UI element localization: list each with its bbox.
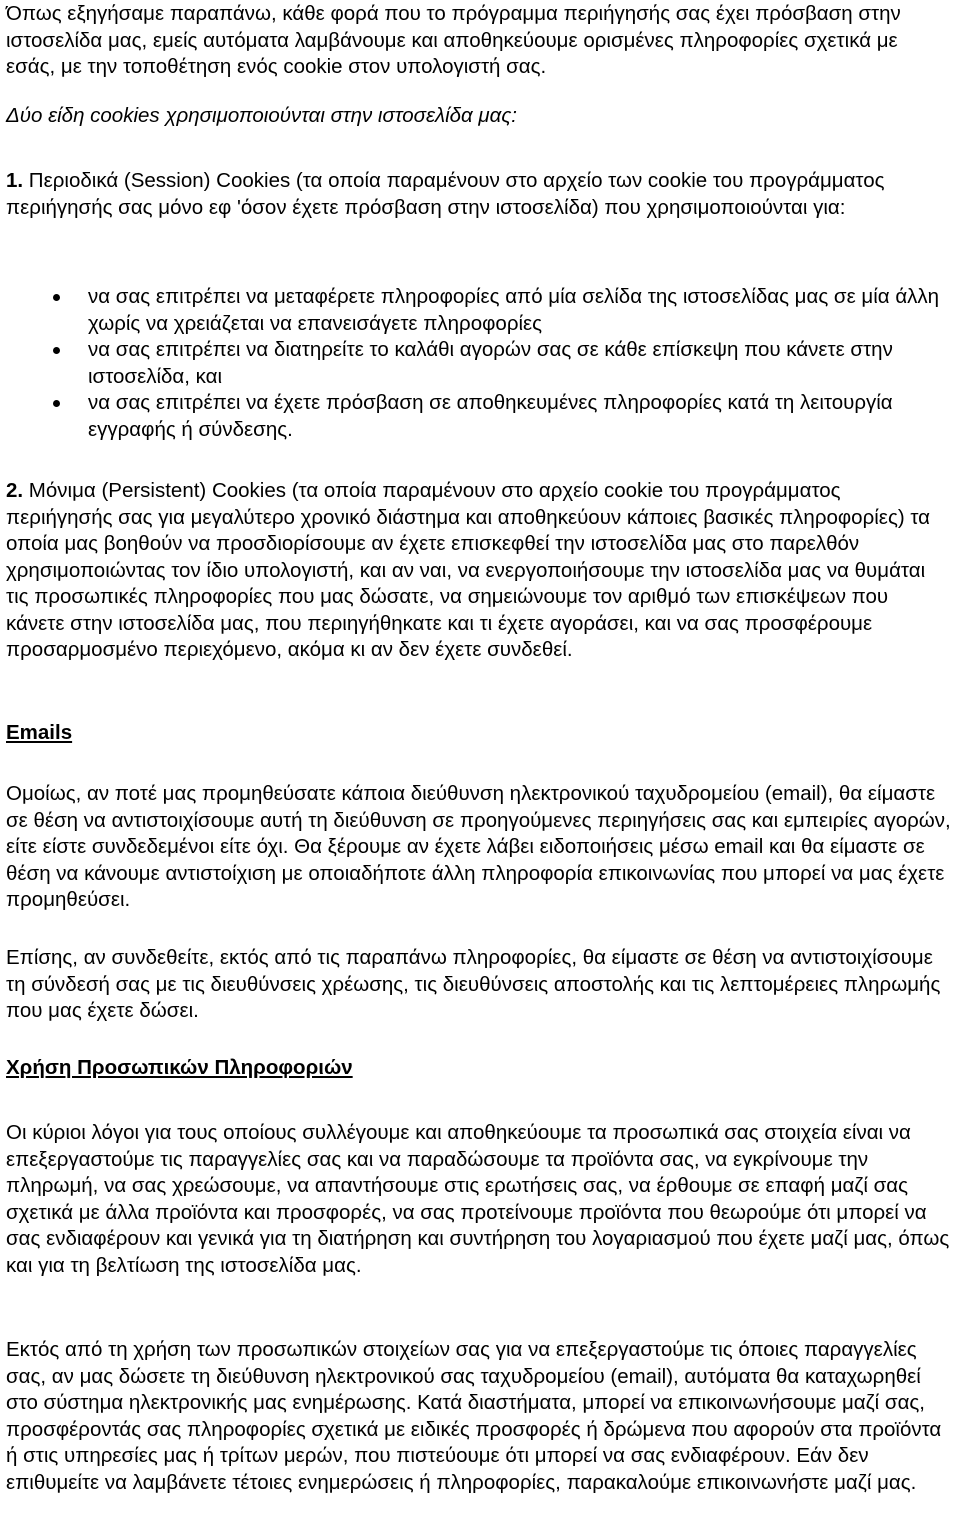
list-item bbox=[6, 390, 952, 443]
list-item-text: να σας επιτρέπει να έχετε πρόσβαση σε αποθηκευμένες πληροφορίες κατά τη λειτουργία εγγραφής ή σύνδεσης. bbox=[88, 391, 893, 441]
session-number: 1. bbox=[6, 169, 24, 192]
list-item-text: να σας επιτρέπει να διατηρείτε το καλάθι αγορών σας σε κάθε επίσκεψη που κάνετε στην ιστοσελίδα, και bbox=[88, 338, 893, 388]
list-item bbox=[6, 284, 952, 337]
cookie-types-heading: Δύο είδη cookies χρησιμοποιούνται στην ιστοσελίδα μας: bbox=[6, 104, 517, 127]
persistent-cookies-text: Μόνιμα (Persistent) Cookies (τα οποία παραμένουν στο αρχείο cookie του προγράμματος περιήγησής σας για μεγαλύτερο χρονικό διάστημα και αποθηκεύουν κάποιες βασικές πληροφορίες) τα οποία μας βοηθούν να προσδιορίσουμε αν έχετε επισκεφθεί την ιστοσελίδα μας στο παρελθόν χρησιμοποιώντας τον ίδιο υπολογιστή, και αν ναι, να ενεργοποιήσουμε την ιστοσελίδα μας να θυμάται τις προσωπικές πληροφορίες που μας δώσατε, να σημειώνουμε τον αριθμό των επισκέψεων που κάνετε στην ιστοσελίδα μας, που περιηγήθηκατε και τι έχετε αγοράσει, και να σας προσφέρουμε προσαρμοσμένο περιεχόμενο, ακόμα κι αν δεν έχετε συνδεθεί. bbox=[6, 479, 931, 661]
bullet-icon bbox=[53, 400, 60, 407]
personal-info-usage-paragraph: Οι κύριοι λόγοι για τους οποίους συλλέγουμε και αποθηκεύουμε τα προσωπικά σας στοιχεία είναι να επεξεργαστούμε τις παραγγελίες σας και να παραδώσουμε τα προϊόντα σας, να εγκρίνουμε την πληρωμή, να σας χρεώσουμε, να απαντήσουμε στις ερωτήσεις σας, να έρθουμε σε επαφή μαζί σας σχετικά με άλλα προϊόντα και προσφορές, να σας προτείνουμε προϊόντα που θεωρούμε ότι μπορεί να σας ενδιαφέρουν και γενικά για τη διατήρηση και συντήρηση του λογαριασμού που έχετε μαζί μας, όπως και για τη βελτίωση της ιστοσελίδα μας. bbox=[6, 1121, 950, 1277]
newsletter-paragraph: Εκτός από τη χρήση των προσωπικών στοιχείων σας για να επεξεργαστούμε τις όποιες παραγγελίες σας, αν μας δώσετε τη διεύθυνση ηλεκτρονικού σας ταχυδρομείου (email), αυτόματα θα καταχωρηθεί στο σύστημα ηλεκτρονικής μας ενημέρωσης. Κατά διαστήματα, μπορεί να επικοινωνήσουμε μαζί σας, προσφέροντάς σας πληροφορίες σχετικά με ειδικές προσφορές ή δρώμενα που αφορούν στα προϊόντα ή στις υπηρεσίες μας ή τρίτων μερών, που πιστεύουμε ότι μπορεί να σας ενδιαφέρουν. Εάν δεν επιθυμείτε να λαμβάνετε τέτοιες ενημερώσεις ή πληροφορίες, παρακαλούμε επικοινωνήστε μαζί μας. bbox=[6, 1338, 942, 1494]
session-cookies-paragraph bbox=[6, 168, 952, 221]
list-item-text: να σας επιτρέπει να μεταφέρετε πληροφορίες από μία σελίδα της ιστοσελίδας μας σε μία άλλη χωρίς να χρειάζεται να επανεισάγετε πληροφορίες bbox=[88, 285, 940, 335]
persistent-cookies-paragraph bbox=[6, 478, 952, 664]
emails-heading: Emails bbox=[6, 721, 73, 744]
personal-info-usage-heading: Χρήση Προσωπικών Πληροφοριών bbox=[6, 1056, 353, 1079]
session-cookies-text: Περιοδικά (Session) Cookies (τα οποία παραμένουν στο αρχείο των cookie του προγράμματος περιήγησής σας μόνο εφ 'όσον έχετε πρόσβαση στην ιστοσελίδα) που χρησιμοποιούνται για: bbox=[6, 169, 885, 219]
emails-paragraph: Ομοίως, αν ποτέ μας προμηθεύσατε κάποια διεύθυνση ηλεκτρονικού ταχυδρομείου (email), θα είμαστε σε θέση να αντιστοιχίσουμε αυτή τη διεύθυνση σε προηγούμενες περιηγήσεις σας και εμπειρίες αγορών, είτε είστε συνδεδεμένοι είτε όχι. Θα ξέρουμε αν έχετε λάβει ειδοποιήσεις μέσω email και θα είμαστε σε θέση να κάνουμε αντιστοίχιση με οποιαδήποτε άλλη πληροφορία επικοινωνίας που μπορεί να μας έχετε προμηθεύσει. bbox=[6, 782, 951, 911]
intro-paragraph: Όπως εξηγήσαμε παραπάνω, κάθε φορά που το πρόγραμμα περιήγησής σας έχει πρόσβαση στην ιστοσελίδα μας, εμείς αυτόματα λαμβάνουμε και αποθηκεύουμε ορισμένες πληροφορίες σχετικά με εσάς, με την τοποθέτηση ενός cookie στον υπολογιστή σας. bbox=[6, 2, 901, 78]
bullet-icon bbox=[53, 347, 60, 354]
login-paragraph: Επίσης, αν συνδεθείτε, εκτός από τις παραπάνω πληροφορίες, θα είμαστε σε θέση να αντιστοιχίσουμε τη σύνδεσή σας με τις διευθύνσεις χρέωσης, τις διευθύνσεις αποστολής και τις λεπτομέρειες πληρωμής που μας έχετε δώσει. bbox=[6, 946, 941, 1022]
persistent-number: 2. bbox=[6, 479, 24, 502]
session-uses-list bbox=[6, 284, 952, 443]
list-item bbox=[6, 337, 952, 390]
bullet-icon bbox=[53, 294, 60, 301]
